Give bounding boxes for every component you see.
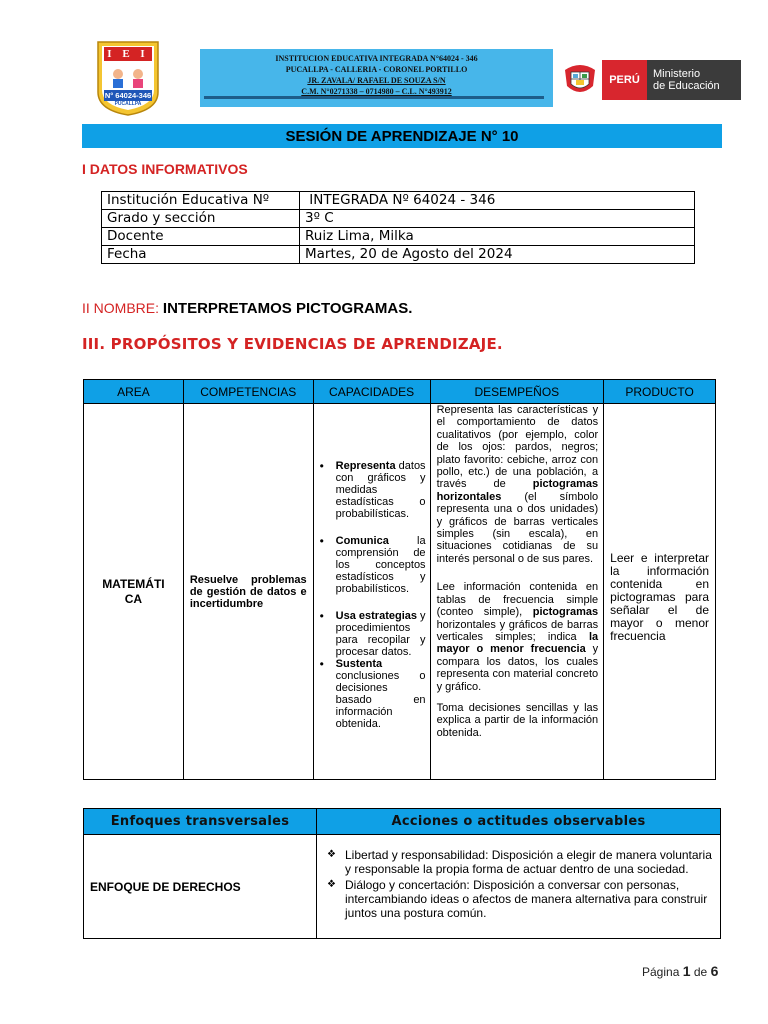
info-value: Ruiz Lima, Milka (300, 228, 695, 246)
capacidad-text: la comprensión de los conceptos estadísticos y probabilísticos. (335, 534, 426, 595)
propositos-table (83, 379, 716, 780)
session-title: SESIÓN DE APRENDIZAJE N° 10 (82, 124, 722, 148)
enfoques-table (83, 808, 721, 939)
competencia-cell (183, 404, 313, 780)
acciones-cell (317, 835, 721, 939)
capacidades-list (318, 460, 426, 730)
capacidad-bold: Sustenta (335, 657, 383, 670)
desempeno-bold: la mayor o menor frecuencia (436, 630, 599, 656)
competencia-value: Resuelve problemas de gestión de datos e incertidumbre (189, 573, 307, 610)
nombre-value: INTERPRETAMOS PICTOGRAMAS. (162, 300, 413, 317)
peru-shield-icon (563, 62, 597, 98)
capacidades-cell (313, 404, 430, 780)
enfoque-cell: ENFOQUE DE DERECHOS (84, 835, 317, 939)
logo-number: N° 64024-346 (104, 91, 152, 100)
desempeno-paragraph: Toma decisiones sencillas y las explica a partir de la información obtenida. (436, 701, 599, 739)
capacidad-text: datos con gráficos y medidas estadísticas o probabilísticas. (335, 459, 426, 520)
col-header-area: AREA (84, 380, 184, 404)
list-item: ❖ Libertad y responsabilidad: Disposición a elegir de manera voluntaria y responsable la propia forma de actuar dentro de una sociedad. (325, 848, 712, 876)
capacidad-text: conclusiones o decisiones basado en información obtenida. (335, 669, 426, 730)
table-header-row (84, 380, 716, 404)
info-label: Fecha (102, 246, 300, 264)
acciones-list (325, 848, 712, 920)
ministry-name-line-1: Ministerio (653, 68, 701, 80)
list-item (318, 535, 426, 595)
section-datos-informativos: I DATOS INFORMATIVOS (82, 161, 248, 177)
col-header-producto: PRODUCTO (604, 380, 716, 404)
table-row (102, 246, 695, 264)
section-propositos: III. PROPÓSITOS Y EVIDENCIAS DE APRENDIZAJE. (82, 335, 503, 353)
col-header-acciones: Acciones o actitudes observables (317, 809, 721, 835)
table-row (102, 192, 695, 210)
page-of: de (693, 965, 708, 979)
info-table (101, 191, 695, 264)
capacidad-text: y procedimientos para recopilar y procesar datos. (335, 609, 426, 658)
info-label: Institución Educativa Nº (102, 192, 300, 210)
desempeno-bold: pictogramas (532, 606, 599, 619)
info-value: 3º C (300, 210, 695, 228)
desempeno-text: Representa las características y el comportamiento de datos cualitativos (por ejemplo, color de los ojos: pardos, negros; plato favorito: cebiche, arroz con pollo, etc.) de una población, a través de (436, 404, 599, 491)
table-row (102, 228, 695, 246)
list-item: ❖ Diálogo y concertación: Disposición a conversar con personas, intercambiando ideas o afectos de manera alternativa para construir juntos una postura común. (325, 878, 712, 920)
table-row (84, 404, 716, 780)
table-row (84, 835, 721, 939)
desempeno-text: horizontales y gráficos de barras verticales simples; indica (436, 618, 599, 643)
col-header-enfoques: Enfoques transversales (84, 809, 317, 835)
desempeno-paragraph (437, 404, 599, 565)
producto-cell (604, 404, 716, 780)
page-total: 6 (710, 963, 719, 979)
desempenos-cell (430, 404, 604, 780)
logo-top-text: I E I (107, 48, 149, 60)
info-label: Grado y sección (102, 210, 300, 228)
list-item (318, 460, 426, 520)
capacidad-bold: Usa estrategias (335, 609, 417, 622)
info-value: Martes, 20 de Agosto del 2024 (300, 246, 695, 264)
nombre-label: II NOMBRE: (82, 300, 160, 316)
capacidad-bold: Comunica (335, 534, 389, 547)
col-header-capacidades: CAPACIDADES (313, 380, 430, 404)
section-nombre (82, 300, 412, 317)
page-current: 1 (682, 963, 691, 979)
school-logo (94, 40, 162, 116)
institution-line-3: JR. ZAVALA/ RAFAEL DE SOUZA S/N (307, 76, 446, 85)
desempeno-text: y compara los datos, los cuales representa con material concreto y gráfico. (436, 643, 599, 693)
capacidad-bold: Representa (335, 459, 396, 472)
logo-place: PUCALLPA (114, 101, 142, 107)
col-header-desempenos: DESEMPEÑOS (430, 380, 604, 404)
institution-line-4: C.M. N°0271338 – 0714980 – C.L. N°493912 (301, 87, 452, 96)
ministry-name-line-2: de Educación (653, 80, 720, 92)
page-number (642, 963, 718, 979)
header-divider (204, 96, 544, 99)
desempeno-bold: pictogramas horizontales (436, 478, 599, 503)
producto-value: Leer e interpretar la información contenida en pictogramas para señalar el de mayor o menor frecuencia (610, 551, 709, 643)
area-value: MATEMÁTICA (102, 576, 165, 606)
ministry-name (647, 60, 741, 100)
area-cell (84, 404, 184, 780)
table-header-row (84, 809, 721, 835)
ministry-country: PERÚ (602, 60, 647, 100)
desempeno-text: (el símbolo representa una o dos unidades) y gráficos de barras verticales simples (sin escala), en situaciones cotidianas de su interés personal o de sus pares. (436, 490, 599, 565)
institution-line-2: PUCALLPA - CALLERIA - CORONEL PORTILLO (285, 65, 468, 74)
desempeno-paragraph (437, 581, 599, 693)
institution-line-1: INSTITUCION EDUCATIVA INTEGRADA N°64024 - 346 (275, 54, 478, 63)
list-item (318, 610, 426, 658)
col-header-competencias: COMPETENCIAS (183, 380, 313, 404)
list-item (318, 658, 426, 730)
info-value: INTEGRADA Nº 64024 - 346 (300, 192, 695, 210)
info-label: Docente (102, 228, 300, 246)
ministry-logo (602, 60, 741, 100)
page-label: Página (642, 965, 680, 979)
desempeno-text: Lee información contenida en tablas de frecuencia simple (conteo simple), (436, 581, 599, 619)
table-row (102, 210, 695, 228)
